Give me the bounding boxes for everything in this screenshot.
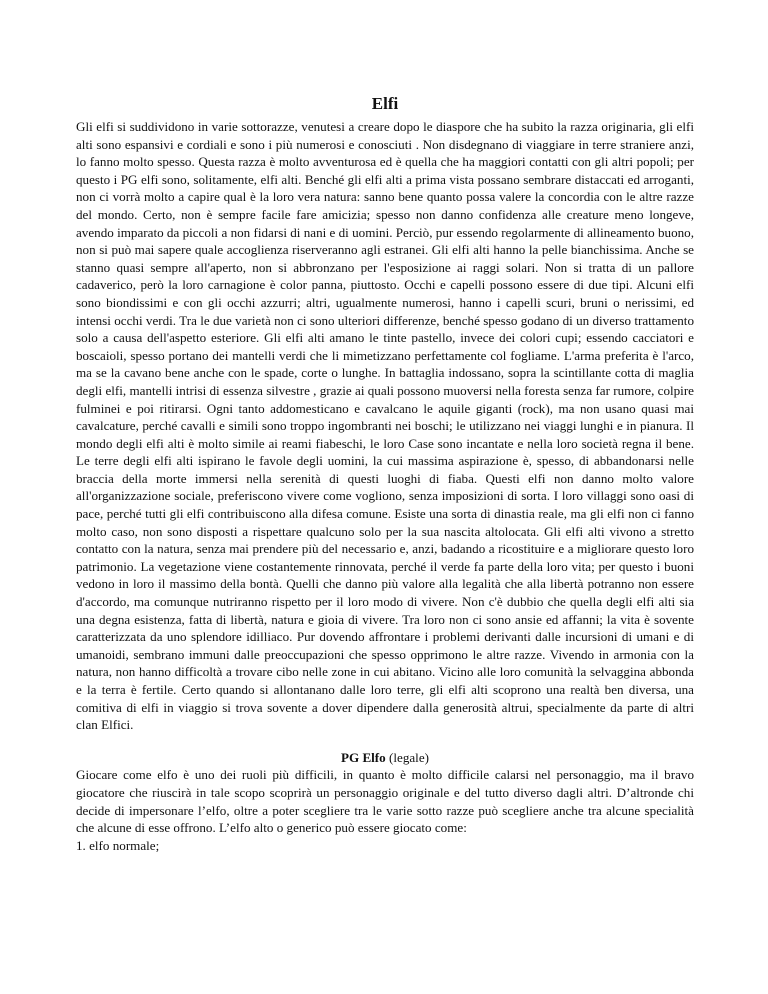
intro-paragraph: Gli elfi si suddividono in varie sottorazze, venutesi a creare dopo le diaspore che ha subito la razza originaria, gli elfi alti sono espansivi e cordiali e sono i più numerosi e conosciuti . Non disdegnano di viaggiare in terre straniere anzi, lo fanno molto spesso. Questa razza è molto avventurosa ed è quella che ha maggiori contatti con gli altri popoli; per questo i PG elfi sono, solitamente, elfi alti. Benché gli elfi alti a prima vista possano sembrare distaccati ed arroganti, non ci vorrà molto a capire qual è la loro vera natura: sanno bene quanto possa valere la concordia con le altre razze del mondo. Certo, non è sempre facile fare amicizia; spesso non danno confidenza alle creature meno longeve, avendo imparato da piccoli a non fidarsi di nani e di uomini. Perciò, pur essendo regolarmente di allineamento buono, non si può mai sapere quale accoglienza riserveranno agli estranei. Gli elfi alti hanno la pelle bianchissima. Anche se stanno quasi sempre all'aperto, non si abbronzano per l'esposizione ai raggi solari. Non si tratta di un pallore cadaverico, però la loro carnagione è color panna, piuttosto. Occhi e capelli possono essere di due tipi. Alcuni elfi sono biondissimi e con gli occhi azzurri; altri, ugualmente numerosi, hanno i capelli scuri, bruni o nerissimi, ed intensi occhi verdi. Tra le due varietà non ci sono ulteriori differenze, benché spesso godano di un diverso trattamento solo a causa dell'aspetto esteriore. Gli elfi alti amano le tinte pastello, invece dei colori cupi; essendo cacciatori e boscaioli, spesso portano dei mantelli verdi che li mimetizzano perfettamente col fogliame. L'arma preferita è l'arco, ma se la cavano bene anche con le spade, corte o lunghe. In battaglia indossano, sopra la scintillante cotta di maglia degli elfi, mantelli intrisi di essenza silvestre , grazie ai quali possono muoversi nella foresta senza far rumore, colpire fulminei e poi ritirarsi. Ogni tanto addomesticano e cavalcano le aquile giganti (rock), ma non usano quasi mai cavalcature, perché cavalli e simili sono troppo ingombranti nei boschi; le utilizzano nei viaggi lunghi e in pianura. Il mondo degli elfi alti è molto simile ai reami fiabeschi, le loro Case sono incantate e nella loro società regna il bene. Le terre degli elfi alti ispirano le favole degli uomini, la cui massima aspirazione è, spesso, di abbandonarsi nelle braccia della morte immersi nella serenità di questi luoghi di fiaba. Questi elfi non danno molto valore all'organizzazione sociale, preferiscono vivere come vogliono, senza imposizioni di sorta. I loro villaggi sono oasi di pace, perché tutti gli elfi contribuiscono alla difesa comune. Esiste una sorta di dinastia reale, ma gli elfi non ci fanno molto caso, non sono disposti a rispettare qualcuno solo per la sua nascita altolocata. Gli elfi alti vivono a stretto contatto con la natura, senza mai prendere più del necessario e, anzi, badando a ricostituire e a migliorare questo loro patrimonio. La vegetazione viene costantemente rinnovata, perché il verde fa parte della loro vita; per questo i buoni vedono in loro il massimo della bontà. Quelli che danno più valore alla legalità che alla libertà potranno non essere d'accordo, ma comunque nutriranno rispetto per il loro modo di vivere. Non c'è dubbio che quella degli elfi alti sia una degna esistenza, fatta di libertà, natura e gioia di vivere. Tra loro non ci sono ansie ed affanni; la vita è sovente caratterizzata da uno splendore idilliaco. Pur dovendo affrontare i problemi derivanti dalle incursioni di umani e di umanoidi, sembrano immuni dalle preoccupazioni che spesso opprimono le altre razze. Vivendo in armonia con la natura, non hanno difficoltà a trovare cibo nelle zone in cui abitano. Vicino alle loro comunità la selvaggina abbonda e la terra è fertile. Certo quando si allontanano dalle loro terre, gli elfi alti scoprono una realtà ben diversa, una comitiva di elfi in viaggio si trova sovente a dover dipendere dalla generosità altrui, specialmente da parte di altri clan Elfici.: [76, 119, 694, 733]
document-title: Elfi: [371, 94, 399, 113]
document-page: [76, 94, 694, 854]
list-item: 1. elfo normale;: [76, 837, 160, 853]
options-list: [76, 837, 694, 855]
section-subtitle: [76, 749, 694, 767]
section-subtitle-rest: (legale): [385, 749, 429, 765]
second-paragraph: Giocare come elfo è uno dei ruoli più difficili, in quanto è molto difficile calarsi nel personaggio, ma il bravo giocatore che riuscirà in tale scopo scoprirà un personaggio originale e del tutto diverso dagli altri. D’altronde chi decide di impersonare l’elfo, oltre a poter scegliere tra le varie sotto razze può scegliere anche tra alcune specialità che alcune di esse offrono. L’elfo alto o generico può essere giocato come:: [76, 767, 694, 836]
section-subtitle-bold: PG Elfo: [340, 749, 386, 765]
